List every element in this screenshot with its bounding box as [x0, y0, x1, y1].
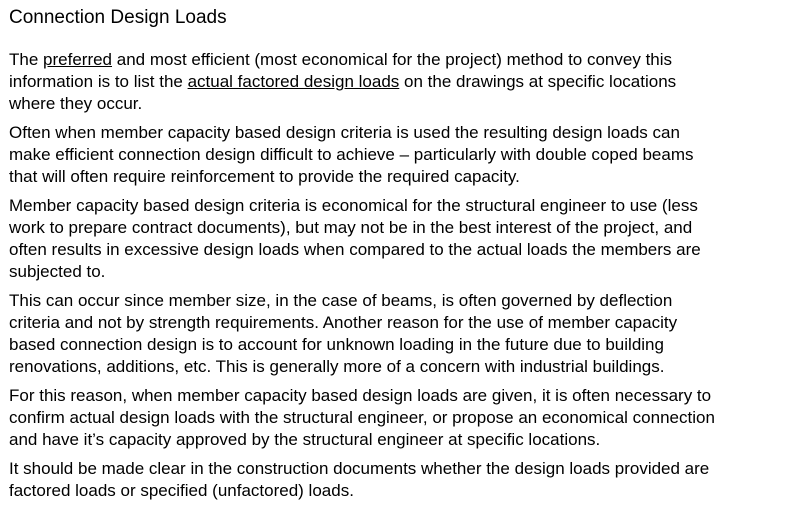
text-line: Often when member capacity based design criteria is used the resulting design loads can	[9, 123, 680, 142]
paragraph-construction-documents	[9, 458, 794, 502]
text-line: based connection design is to account for unknown loading in the future due to building	[9, 335, 664, 354]
text-line: It should be made clear in the construction documents whether the design loads provided are	[9, 459, 710, 478]
text-line: subjected to.	[9, 262, 106, 281]
text-line: work to prepare contract documents), but may not be in the best interest of the project, and	[9, 218, 693, 237]
page-title: Connection Design Loads	[9, 7, 227, 28]
text-line: Member capacity based design criteria is economical for the structural engineer to use (less	[9, 196, 698, 215]
text-line: factored loads or specified (unfactored) loads.	[9, 481, 354, 500]
underlined-term-preferred: preferred	[43, 50, 113, 69]
paragraph-member-capacity-economical	[9, 195, 794, 283]
text-line: For this reason, when member capacity based design loads are given, it is often necessary to	[9, 386, 712, 405]
text-line: and most efficient (most economical for the project) method to convey this	[112, 50, 673, 69]
text-line: that will often require reinforcement to provide the required capacity.	[9, 167, 520, 186]
text-line: The	[9, 50, 44, 69]
paragraph-preferred-method	[9, 49, 794, 115]
text-line: This can occur since member size, in the case of beams, is often governed by deflection	[9, 291, 673, 310]
paragraph-deflection-criteria	[9, 290, 794, 378]
text-line: renovations, additions, etc. This is generally more of a concern with industrial buildings.	[9, 357, 665, 376]
underlined-term-actual-factored-design-loads: actual factored design loads	[187, 72, 400, 91]
text-line: confirm actual design loads with the structural engineer, or propose an economical connection	[9, 408, 715, 427]
text-line: criteria and not by strength requirements. Another reason for the use of member capacity	[9, 313, 678, 332]
text-line: often results in excessive design loads when compared to the actual loads the members are	[9, 240, 701, 259]
text-line: information is to list the	[9, 72, 188, 91]
document-page	[9, 0, 794, 502]
paragraph-confirm-actual-loads	[9, 385, 794, 451]
paragraph-member-capacity-difficulty	[9, 122, 794, 188]
text-line: on the drawings at specific locations	[399, 72, 677, 91]
text-line: where they occur.	[9, 94, 143, 113]
text-line: and have it’s capacity approved by the structural engineer at specific locations.	[9, 430, 601, 449]
text-line: make efficient connection design difficult to achieve – particularly with double coped beams	[9, 145, 694, 164]
